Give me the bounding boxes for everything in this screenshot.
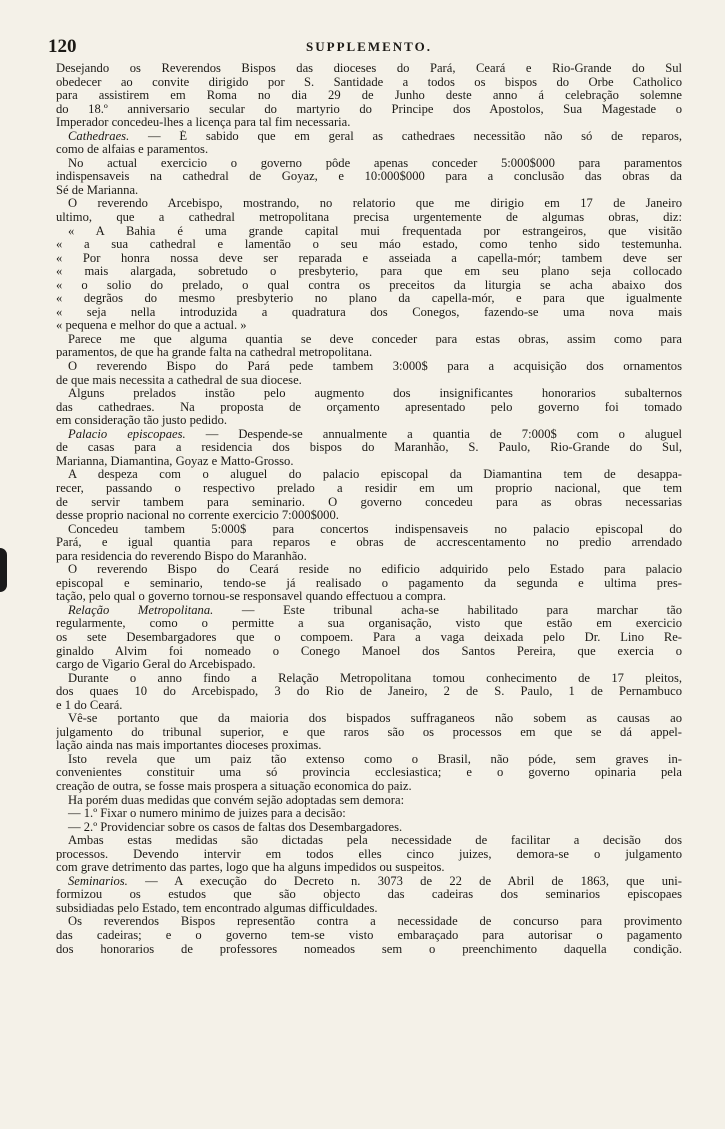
line-text: para residencia do reverendo Bispo do Maranhão. bbox=[56, 549, 307, 563]
line-text: Durante o anno findo a Relação Metropolitana tomou conhecimento de 17 pleitos, bbox=[68, 671, 682, 685]
line-text: creação de outra, se fosse mais prospera a situação economica do paiz. bbox=[56, 779, 412, 793]
text-line bbox=[56, 943, 682, 957]
text-line bbox=[56, 346, 682, 360]
text-line bbox=[56, 766, 682, 780]
line-text: obedecer ao convite dirigido por S. Santidade a todos os bispos do Orbe Catholico bbox=[56, 75, 682, 89]
text-line bbox=[56, 604, 682, 618]
text-line bbox=[56, 157, 682, 171]
line-text: O reverendo Arcebispo, mostrando, no relatorio que me dirigio em 17 de Janeiro bbox=[68, 197, 682, 211]
text-line bbox=[56, 726, 682, 740]
line-text: Parece me que alguma quantia se deve conceder para estas obras, assim como para bbox=[68, 332, 682, 346]
line-text: « mais alargada, sobretudo o presbyterio, para que em seu plano seja collocado bbox=[56, 265, 682, 279]
line-text: convenientes constituir uma só provincia ecclesiastica; e o governo opinaria pela bbox=[56, 766, 682, 780]
text-line bbox=[56, 238, 682, 252]
line-text: No actual exercicio o governo pôde apenas conceder 5:000$000 para paramentos bbox=[68, 156, 682, 170]
line-text: os sete Desembargadores que o compoem. Para a vaga deixada pelo Dr. Lino Re- bbox=[56, 630, 682, 644]
text-line bbox=[56, 441, 682, 455]
line-text: indispensaveis na cathedral de Goyaz, e 10:000$000 para a conclusão das obras da bbox=[56, 170, 682, 184]
text-line bbox=[56, 523, 682, 537]
line-text: de que mais necessita a cathedral de sua diocese. bbox=[56, 373, 302, 387]
line-text: — É sabido que em geral as cathedraes necessitão não só de reparos, bbox=[129, 129, 682, 143]
line-text: — Este tribunal acha-se habilitado para marchar tão bbox=[213, 603, 682, 617]
line-text: julgamento do tribunal superior, e que raros são os processos em que se dá appel- bbox=[56, 725, 682, 739]
line-text: das cathedraes. Na proposta de orçamento apresentado pelo governo foi tomado bbox=[56, 400, 682, 414]
line-text: processos. Devendo intervir em todos elles cinco juizes, demora-se o julgamento bbox=[56, 847, 682, 861]
text-line bbox=[56, 712, 682, 726]
text-line bbox=[56, 374, 682, 388]
line-text: — Despende-se annualmente a quantia de 7:000$ com o aluguel bbox=[185, 427, 682, 441]
line-text: Pará, e igual quantia para reparos e obras de accrescentamento no predio arrendado bbox=[56, 536, 682, 550]
line-text: formizou os estudos que são objecto das cadeiras dos seminarios episcopaes bbox=[56, 888, 682, 902]
text-line bbox=[56, 103, 682, 117]
text-line bbox=[56, 888, 682, 902]
text-line bbox=[56, 753, 682, 767]
section-title: Relação Metropolitana. bbox=[68, 603, 214, 617]
line-text: « pequena e melhor do que a actual. » bbox=[56, 319, 247, 333]
text-line bbox=[56, 455, 682, 469]
text-line bbox=[56, 672, 682, 686]
text-line bbox=[56, 428, 682, 442]
line-text: — 1.º Fixar o numero minimo de juizes para a decisão: bbox=[68, 807, 346, 821]
text-line bbox=[56, 265, 682, 279]
text-line bbox=[56, 929, 682, 943]
text-line bbox=[56, 292, 682, 306]
line-text: Sé de Marianna. bbox=[56, 183, 139, 197]
line-text: Ambas estas medidas são dictadas pela necessidade de facilitar a decisão dos bbox=[68, 834, 682, 848]
text-line bbox=[56, 807, 682, 821]
line-text: Ha porém duas medidas que convém sejão adoptadas sem demora: bbox=[68, 793, 405, 807]
text-line bbox=[56, 414, 682, 428]
text-line bbox=[56, 170, 682, 184]
text-line bbox=[56, 631, 682, 645]
text-line bbox=[56, 902, 682, 916]
line-text: tação, pelo qual o governo tornou-se responsavel quando effectuou a compra. bbox=[56, 590, 447, 604]
line-text: recer, passando o respectivo prelado a residir em um proprio nacional, que tem bbox=[56, 481, 682, 495]
text-line bbox=[56, 197, 682, 211]
text-line bbox=[56, 590, 682, 604]
line-text: desse proprio nacional no corrente exercicio 7:000$000. bbox=[56, 509, 339, 523]
text-line bbox=[56, 496, 682, 510]
text-line bbox=[56, 861, 682, 875]
text-line bbox=[56, 143, 682, 157]
text-line bbox=[56, 739, 682, 753]
line-text: Desejando os Reverendos Bispos das dioceses do Pará, Ceará e Rio-Grande do Sul bbox=[56, 62, 682, 75]
line-text: do 18.º anniversario secular do martyrio do Principe dos Apostolos, Sua Magestade o bbox=[56, 102, 682, 116]
line-text: « degrãos do mesmo presbyterio no plano da capella-mór, e para que igualmente bbox=[56, 292, 682, 306]
text-line bbox=[56, 76, 682, 90]
line-text: Os reverendos Bispos representão contra a necessidade de concurso para provimento bbox=[68, 915, 682, 929]
line-text: em consideração tão justo pedido. bbox=[56, 414, 228, 428]
text-line bbox=[56, 62, 682, 76]
line-text: — A execução do Decreto n. 3073 de 22 de Abril de 1863, que uni- bbox=[127, 874, 682, 888]
document-page bbox=[48, 36, 682, 956]
text-line bbox=[56, 89, 682, 103]
line-text: como de alfaias e paramentos. bbox=[56, 143, 209, 157]
line-text: dos honorarios de professores nomeados sem o preenchimento daquella condição. bbox=[56, 942, 682, 956]
section-title: Seminarios. bbox=[68, 874, 128, 888]
text-line bbox=[56, 333, 682, 347]
text-line bbox=[56, 550, 682, 564]
text-line bbox=[56, 509, 682, 523]
text-line bbox=[56, 387, 682, 401]
line-text: Isto revela que um paiz tão extenso como o Brasil, não póde, sem graves in- bbox=[68, 752, 682, 766]
text-line bbox=[56, 685, 682, 699]
text-line bbox=[56, 319, 682, 333]
text-line bbox=[56, 306, 682, 320]
text-line bbox=[56, 794, 682, 808]
section-title: Cathedraes. bbox=[68, 129, 130, 143]
text-line bbox=[56, 116, 682, 130]
text-line bbox=[56, 360, 682, 374]
text-line bbox=[56, 482, 682, 496]
text-line bbox=[56, 577, 682, 591]
line-text: subsidiadas pelo Estado, tem encontrado algumas difficuldades. bbox=[56, 901, 378, 915]
body-text bbox=[56, 62, 682, 956]
text-line bbox=[56, 252, 682, 266]
text-line bbox=[56, 211, 682, 225]
text-line bbox=[56, 401, 682, 415]
line-text: de casas para a residencia dos bispos do Maranhão, S. Paulo, Rio-Grande do Sul, bbox=[56, 441, 682, 455]
text-line bbox=[56, 184, 682, 198]
line-text: episcopal e seminario, tendo-se já realisado o pagamento da segunda e ultima pres- bbox=[56, 576, 682, 590]
line-text: « seja nella introduzida a quadratura dos Conegos, fazendo-se uma nova mais bbox=[56, 305, 682, 319]
text-line bbox=[56, 130, 682, 144]
text-line bbox=[56, 848, 682, 862]
text-line bbox=[56, 699, 682, 713]
line-text: e 1 do Ceará. bbox=[56, 698, 123, 712]
page-number: 120 bbox=[48, 36, 77, 57]
section-title: Palacio episcopaes. bbox=[68, 427, 186, 441]
line-text: Imperador concedeu-lhes a licença para tal fim necessaria. bbox=[56, 116, 351, 130]
line-text: com grave detrimento das partes, logo que ha alguns impedidos ou suspeitos. bbox=[56, 861, 445, 875]
ink-blot bbox=[0, 548, 7, 592]
line-text: das cadeiras; e o governo tem-se visto embaraçado para autorisar o pagamento bbox=[56, 929, 682, 942]
text-line bbox=[56, 645, 682, 659]
line-text: Alguns prelados instão pelo augmento dos insignificantes honorarios subalternos bbox=[68, 387, 682, 401]
text-line bbox=[56, 468, 682, 482]
text-line bbox=[56, 875, 682, 889]
line-text: regularmente, como o permitte a sua organisação, visto que estão em exercicio bbox=[56, 617, 682, 631]
line-text: ultimo, que a cathedral metropolitana precisa urgentemente de algumas obras, diz: bbox=[56, 211, 682, 225]
line-text: de servir tambem para seminario. O governo concedeu para as obras necessarias bbox=[56, 495, 682, 509]
line-text: A despeza com o aluguel do palacio episcopal da Diamantina tem de desappa- bbox=[68, 468, 682, 482]
line-text: « a sua cathedral e lamentão o seu máo estado, como tenho sido testemunha. bbox=[56, 238, 682, 252]
line-text: « o solio do prelado, o qual contra os preceitos da liturgia se acha abaixo dos bbox=[56, 278, 682, 292]
line-text: lação ainda nas mais importantes dioceses proximas. bbox=[56, 739, 322, 753]
page-header bbox=[48, 36, 682, 62]
text-line bbox=[56, 658, 682, 672]
line-text: Marianna, Diamantina, Goyaz e Matto-Grosso. bbox=[56, 454, 294, 468]
text-line bbox=[56, 915, 682, 929]
text-line bbox=[56, 780, 682, 794]
text-line bbox=[56, 225, 682, 239]
line-text: Concedeu tambem 5:000$ para concertos indispensaveis no palacio episcopal do bbox=[68, 522, 682, 536]
line-text: cargo de Vigario Geral do Arcebispado. bbox=[56, 658, 256, 672]
line-text: paramentos, de que ha grande falta na cathedral metropolitana. bbox=[56, 346, 373, 360]
line-text: O reverendo Bispo do Ceará reside no edificio adquirido pelo Estado para palacio bbox=[68, 563, 682, 577]
text-line bbox=[56, 617, 682, 631]
line-text: Vê-se portanto que da maioria dos bispados suffraganeos não sobem as causas ao bbox=[68, 712, 682, 726]
line-text: « A Bahia é uma grande capital mui frequentada por estrangeiros, que visitão bbox=[68, 224, 682, 238]
line-text: para assistirem em Roma no dia 29 de Junho deste anno á celebração solemne bbox=[56, 89, 682, 103]
text-line bbox=[56, 821, 682, 835]
line-text: « Por honra nossa deve ser reparada e asseiada a capella-mór; tambem deve ser bbox=[56, 251, 682, 265]
line-text: — 2.º Providenciar sobre os casos de faltas dos Desembargadores. bbox=[68, 820, 403, 834]
text-line bbox=[56, 536, 682, 550]
running-head: SUPPLEMENTO. bbox=[306, 39, 432, 54]
line-text: dos quaes 10 do Arcebispado, 3 do Rio de Janeiro, 2 de S. Paulo, 1 de Pernambuco bbox=[56, 685, 682, 699]
text-line bbox=[56, 834, 682, 848]
line-text: ginaldo Alvim foi nomeado o Conego Manoel dos Santos Pereira, que exercia o bbox=[56, 644, 682, 658]
text-line bbox=[56, 279, 682, 293]
text-line bbox=[56, 563, 682, 577]
line-text: O reverendo Bispo do Pará pede tambem 3:000$ para a acquisição dos ornamentos bbox=[68, 360, 682, 374]
